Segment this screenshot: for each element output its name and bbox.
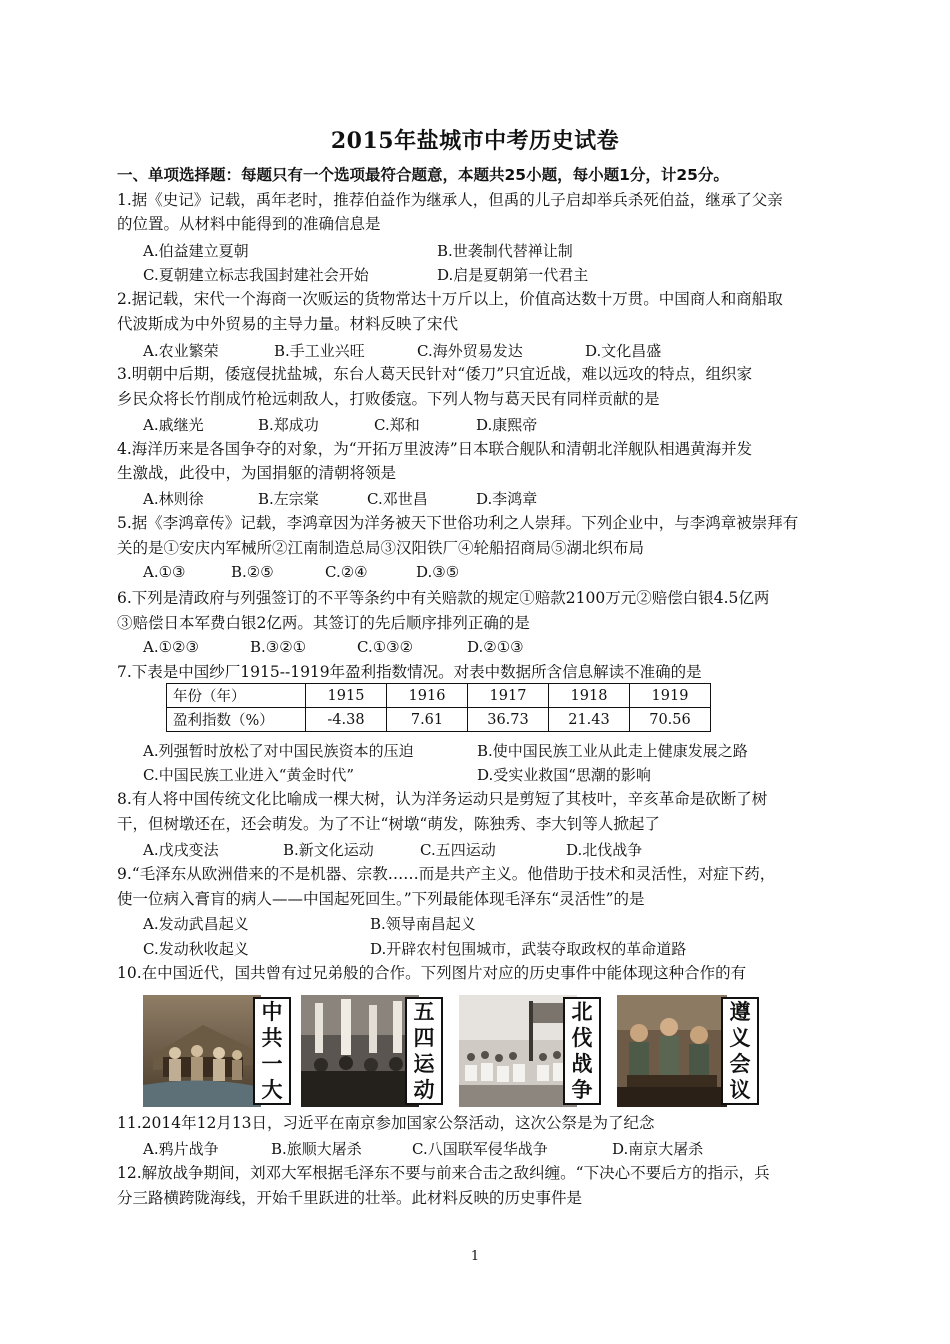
- question-9-line-1: 9.“毛泽东从欧洲借来的不是机器、宗教……而是共产主义。他借助于技术和灵活性，对症下药，: [117, 865, 776, 883]
- label-char: 伐: [571, 1026, 593, 1050]
- first-congress-photo: [143, 995, 261, 1107]
- zunyi-conference-photo: [617, 995, 727, 1107]
- question-8-option-a: A.戊戌变法: [143, 841, 219, 859]
- label-char: 争: [571, 1078, 593, 1102]
- may-fourth-photo: [301, 995, 419, 1107]
- label-char: 四: [413, 1026, 435, 1050]
- question-9-option-d: D.开辟农村包围城市，武装夺取政权的革命道路: [370, 940, 687, 958]
- question-1-option-a: A.伯益建立夏朝: [143, 242, 249, 260]
- table-cell: -4.38: [306, 708, 387, 732]
- question-9-line-2: 使一位病入膏肓的病人——中国起死回生。”下列最能体现毛泽东“灵活性”的是: [117, 890, 645, 908]
- table-cell: 1915: [306, 684, 387, 708]
- question-4-option-a: A.林则徐: [143, 490, 204, 508]
- question-6-option-c: C.①③②: [357, 638, 414, 656]
- question-11-line-1: 11.2014年12月13日，习近平在南京参加国家公祭活动，这次公祭是为了纪念: [117, 1114, 655, 1132]
- question-4-option-c: C.邓世昌: [367, 490, 428, 508]
- question-8-option-b: B.新文化运动: [283, 841, 374, 859]
- label-char: 会: [729, 1052, 751, 1076]
- question-1-line-2: 的位置。从材料中能得到的准确信息是: [117, 215, 381, 233]
- picture-first-congress: [143, 995, 288, 1107]
- question-11-option-a: A.鸦片战争: [143, 1140, 219, 1158]
- picture-may-fourth: [301, 995, 446, 1107]
- question-4-option-b: B.左宗棠: [258, 490, 319, 508]
- question-8-option-c: C.五四运动: [420, 841, 496, 859]
- question-5-option-a: A.①③: [143, 563, 186, 581]
- question-2-line-2: 代波斯成为中外贸易的主导力量。材料反映了宋代: [117, 315, 459, 333]
- label-char: 动: [413, 1078, 435, 1102]
- question-4-option-d: D.李鸿章: [476, 490, 538, 508]
- label-char: 中: [261, 1000, 283, 1024]
- question-7-line-1: 7.下表是中国纱厂1915--1919年盈利指数情况。对表中数据所含信息解读不准确的是: [117, 663, 702, 681]
- question-1-line-1: 1.据《史记》记载，禹年老时，推荐伯益作为继承人，但禹的儿子启却举兵杀死伯益，继承了父亲: [117, 191, 783, 209]
- label-char: 五: [413, 1000, 435, 1024]
- table-cell: 7.61: [387, 708, 468, 732]
- zunyi-conference-label: [721, 997, 759, 1105]
- question-2-line-1: 2.据记载，宋代一个海商一次贩运的货物常达十万斤以上，价值高达数十万贯。中国商人和商船取: [117, 290, 783, 308]
- question-3-line-1: 3.明朝中后期，倭寇侵扰盐城，东台人葛天民针对“倭刀”只宜近战，难以远攻的特点，组织家: [117, 365, 753, 383]
- question-2-option-a: A.农业繁荣: [143, 342, 219, 360]
- question-1-option-d: D.启是夏朝第一代君主: [437, 266, 589, 284]
- question-11-option-b: B.旅顺大屠杀: [271, 1140, 362, 1158]
- question-12-line-1: 12.解放战争期间，刘邓大军根据毛泽东不要与前来合击之敌纠缠。“下决心不要后方的指示，兵: [117, 1164, 770, 1182]
- question-4-line-1: 4.海洋历来是各国争夺的对象，为“开拓万里波涛”日本联合舰队和清朝北洋舰队相遇黄海并发: [117, 440, 753, 458]
- question-9-option-c: C.发动秋收起义: [143, 940, 249, 958]
- table-cell: 36.73: [468, 708, 549, 732]
- table-cell: 1918: [549, 684, 630, 708]
- table-cell: 年份（年）: [167, 684, 306, 708]
- table-cell: 1916: [387, 684, 468, 708]
- question-3-option-a: A.戚继光: [143, 416, 204, 434]
- table-cell: 1917: [468, 684, 549, 708]
- northern-expedition-photo: [459, 995, 577, 1107]
- question-7-option-c: C.中国民族工业进入“黄金时代”: [143, 766, 355, 784]
- label-char: 战: [571, 1052, 593, 1076]
- label-char: 一: [261, 1052, 283, 1076]
- question-12-line-2: 分三路横跨陇海线，开始千里跃进的壮举。此材料反映的历史事件是: [117, 1189, 583, 1207]
- table-cell: 1919: [630, 684, 711, 708]
- question-10-line-1: 10.在中国近代，国共曾有过兄弟般的合作。下列图片对应的历史事件中能体现这种合作的有: [117, 964, 747, 982]
- first-congress-label: [253, 997, 291, 1105]
- question-6-option-b: B.③②①: [250, 638, 307, 656]
- question-4-line-2: 生激战，此役中，为国捐躯的清朝将领是: [117, 464, 397, 482]
- question-9-option-b: B.领导南昌起义: [370, 915, 476, 933]
- label-char: 议: [729, 1078, 751, 1102]
- question-7-option-a: A.列强暂时放松了对中国民族资本的压迫: [143, 742, 414, 760]
- table-cell: 盈利指数（%）: [167, 708, 306, 732]
- question-2-option-b: B.手工业兴旺: [274, 342, 365, 360]
- table-row: [167, 708, 711, 732]
- picture-northern-expedition: [459, 995, 604, 1107]
- question-8-line-2: 干，但树墩还在，还会萌发。为了不让“树墩“萌发，陈独秀、李大钊等人掀起了: [117, 815, 660, 833]
- question-6-line-1: 6.下列是清政府与列强签订的不平等条约中有关赔款的规定①赔款2100万元②赔偿白银4.5亿两: [117, 589, 770, 607]
- question-11-option-c: C.八国联军侵华战争: [412, 1140, 548, 1158]
- label-char: 遵: [729, 1000, 751, 1024]
- label-char: 大: [261, 1078, 283, 1102]
- question-9-option-a: A.发动武昌起义: [143, 915, 249, 933]
- northern-expedition-label: [563, 997, 601, 1105]
- question-6-line-2: ③赔偿日本军费白银2亿两。其签订的先后顺序排列正确的是: [117, 614, 530, 632]
- question-11-option-d: D.南京大屠杀: [612, 1140, 704, 1158]
- table-cell: 21.43: [549, 708, 630, 732]
- question-5-option-b: B.②⑤: [231, 563, 274, 581]
- question-3-option-c: C.郑和: [374, 416, 420, 434]
- question-3-option-b: B.郑成功: [258, 416, 319, 434]
- question-2-option-c: C.海外贸易发达: [417, 342, 523, 360]
- question-3-line-2: 乡民众将长竹削成竹枪远刺敌人，打败倭寇。下列人物与葛天民有同样贡献的是: [117, 390, 660, 408]
- question-7-option-b: B.使中国民族工业从此走上健康发展之路: [477, 742, 748, 760]
- label-char: 义: [729, 1026, 751, 1050]
- question-7-option-d: D.受实业救国“思潮的影响: [477, 766, 651, 784]
- question-1-option-b: B.世袭制代替禅让制: [437, 242, 573, 260]
- question-5-option-c: C.②④: [325, 563, 368, 581]
- may-fourth-label: [405, 997, 443, 1105]
- question-8-option-d: D.北伐战争: [566, 841, 643, 859]
- question-2-option-d: D.文化昌盛: [585, 342, 662, 360]
- label-char: 共: [261, 1026, 283, 1050]
- exam-title: 2015年盐城市中考历史试卷: [330, 128, 620, 154]
- question-5-line-2: 关的是①安庆内军械所②江南制造总局③汉阳铁厂④轮船招商局⑤湖北织布局: [117, 539, 645, 557]
- section-heading: 一、单项选择题：每题只有一个选项最符合题意，本题共25小题，每小题1分，计25分。: [117, 166, 729, 184]
- question-3-option-d: D.康熙帝: [476, 416, 538, 434]
- question-8-line-1: 8.有人将中国传统文化比喻成一棵大树，认为洋务运动只是剪短了其枝叶，辛亥革命是砍断了树: [117, 790, 768, 808]
- profit-index-table: [166, 683, 711, 732]
- label-char: 北: [571, 1000, 593, 1024]
- table-row: [167, 684, 711, 708]
- table-cell: 70.56: [630, 708, 711, 732]
- label-char: 运: [413, 1052, 435, 1076]
- question-5-option-d: D.③⑤: [416, 563, 460, 581]
- question-5-line-1: 5.据《李鸿章传》记载，李鸿章因为洋务被天下世俗功利之人崇拜。下列企业中，与李鸿章被崇拜有: [117, 514, 799, 532]
- question-6-option-d: D.②①③: [467, 638, 524, 656]
- question-6-option-a: A.①②③: [143, 638, 199, 656]
- page-number: 1: [470, 1249, 480, 1264]
- question-1-option-c: C.夏朝建立标志我国封建社会开始: [143, 266, 369, 284]
- picture-zunyi-conference: [617, 995, 767, 1107]
